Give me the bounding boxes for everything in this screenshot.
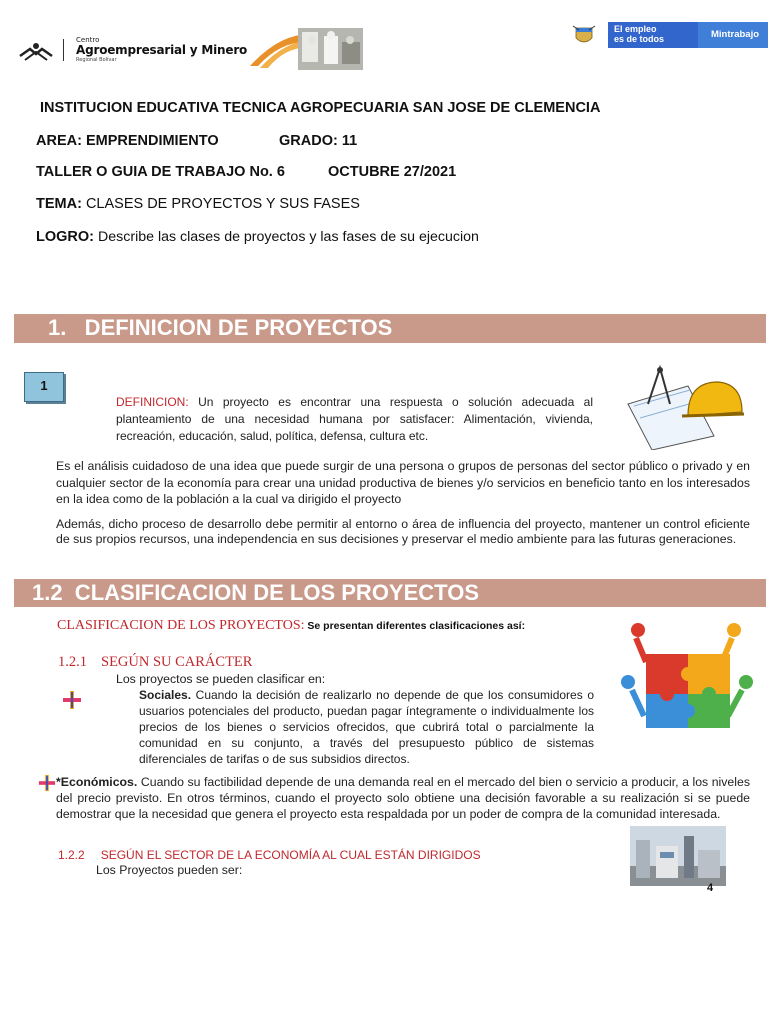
taller-label: TALLER O GUIA DE TRABAJO No. 6 bbox=[36, 164, 285, 180]
header-divider bbox=[63, 39, 64, 61]
coat-of-arms-icon bbox=[571, 24, 597, 46]
sociales-text: Cuando la decisión de realizarlo no depende de que los consumidores o usuarios potenciales del producto, puedan pagar íntegramente o individualmente los precios de los bienes o servicios ofrecidos, que cubrirá total o parcialmente la comunidad en su conjunto, a través del presupuesto público de sistemas diferenciales de tarifas o de sus subsidios directos. bbox=[139, 688, 594, 766]
cross-bullet-icon bbox=[62, 690, 82, 710]
para1: Es el análisis cuidadoso de una idea que puede surgir de una persona o grupos de personas del sector público o privado y en cualquier sector de la economía para crear una unidad productiva de bienes y/o servicios en beneficio tanto en los interesados en la idea como de la población a la cual va dirigido el proyecto bbox=[56, 459, 750, 506]
tema-label: TEMA: bbox=[36, 196, 82, 212]
gov-ministry: Mintrabajo bbox=[698, 22, 768, 48]
classification-line bbox=[57, 618, 525, 634]
sociales-paragraph bbox=[139, 687, 594, 767]
number-box: 1 bbox=[24, 372, 64, 402]
puzzle-people-image bbox=[618, 620, 756, 738]
government-logo bbox=[563, 22, 768, 48]
sociales-label: Sociales. bbox=[139, 688, 192, 702]
logro-value: Describe las clases de proyectos y las fases de su ejecucion bbox=[98, 229, 479, 245]
economicos-paragraph bbox=[56, 774, 750, 822]
economicos-label: *Económicos. bbox=[56, 775, 138, 789]
center-region: Regional Bolívar bbox=[76, 57, 117, 63]
center-small-label: Centro bbox=[76, 36, 100, 44]
logro-line bbox=[36, 229, 479, 245]
sub2-intro: Los Proyectos pueden ser: bbox=[96, 863, 243, 877]
para2: Además, dicho proceso de desarrollo debe permitir al entorno o área de influencia del proyecto, mantener un control eficiente de sus propios recursos, una independencia en sus decisiones y preservar el medio ambiente para las futuras generaciones. bbox=[56, 517, 750, 546]
classification-text: Se presentan diferentes clasificaciones así: bbox=[304, 620, 526, 632]
industrial-plant-image bbox=[630, 826, 726, 886]
sub1-intro: Los proyectos se pueden clasificar en: bbox=[116, 672, 326, 686]
blueprint-helmet-image bbox=[618, 364, 744, 450]
logro-label: LOGRO: bbox=[36, 229, 94, 245]
classification-label: CLASIFICACION DE LOS PROYECTOS: bbox=[57, 618, 305, 633]
sub1-heading bbox=[58, 654, 252, 671]
sub2-number: 1.2.2 bbox=[58, 848, 85, 862]
institution-name: INSTITUCION EDUCATIVA TECNICA AGROPECUARIA SAN JOSE DE CLEMENCIA bbox=[40, 100, 601, 116]
sena-logo bbox=[16, 40, 56, 62]
sub2-heading bbox=[58, 848, 481, 862]
sub1-title: SEGÚN SU CARÁCTER bbox=[101, 654, 253, 670]
definition-label: DEFINICION: bbox=[116, 395, 189, 409]
economicos-text: Cuando su factibilidad depende de una demanda real en el mercado del bien o servicio a producir, a los niveles del precio previsto. En otros términos, cuando el proyecto solo obtiene una decisión favorable a su realización si se puede demostrar que la necesidad que genera el proyecto esta respaldada por un poder de compra de la comunidad interesada. bbox=[56, 775, 750, 821]
tema-value: CLASES DE PROYECTOS Y SUS FASES bbox=[85, 196, 360, 212]
section2-title: 1.2 CLASIFICACION DE LOS PROYECTOS bbox=[32, 580, 479, 605]
center-name-block bbox=[76, 36, 247, 63]
center-name: Agroempresarial y Minero bbox=[76, 43, 248, 57]
cross-bullet-icon-2 bbox=[38, 774, 56, 792]
tema-line bbox=[36, 196, 360, 212]
page-number: 4 bbox=[707, 882, 714, 894]
sub1-number: 1.2.1 bbox=[58, 654, 87, 670]
header-banner-photo bbox=[250, 28, 363, 70]
grado-label: GRADO: 11 bbox=[279, 133, 358, 149]
section1-title: 1. DEFINICION DE PROYECTOS bbox=[48, 315, 393, 340]
sub2-title: SEGÚN EL SECTOR DE LA ECONOMÍA AL CUAL ESTÁN DIRIGIDOS bbox=[100, 848, 481, 862]
definition-paragraph bbox=[116, 394, 593, 445]
fecha: OCTUBRE 27/2021 bbox=[328, 164, 457, 180]
gov-slogan: El empleo es de todos bbox=[608, 22, 698, 48]
definition-text: Un proyecto es encontrar una respuesta o solución adecuada al planteamiento de una necesidad humana por satisfacer: Alimentación, vivienda, recreación, educación, salud, política, defensa, cultura etc. bbox=[116, 395, 593, 443]
area-label: AREA: EMPRENDIMIENTO bbox=[36, 133, 219, 149]
